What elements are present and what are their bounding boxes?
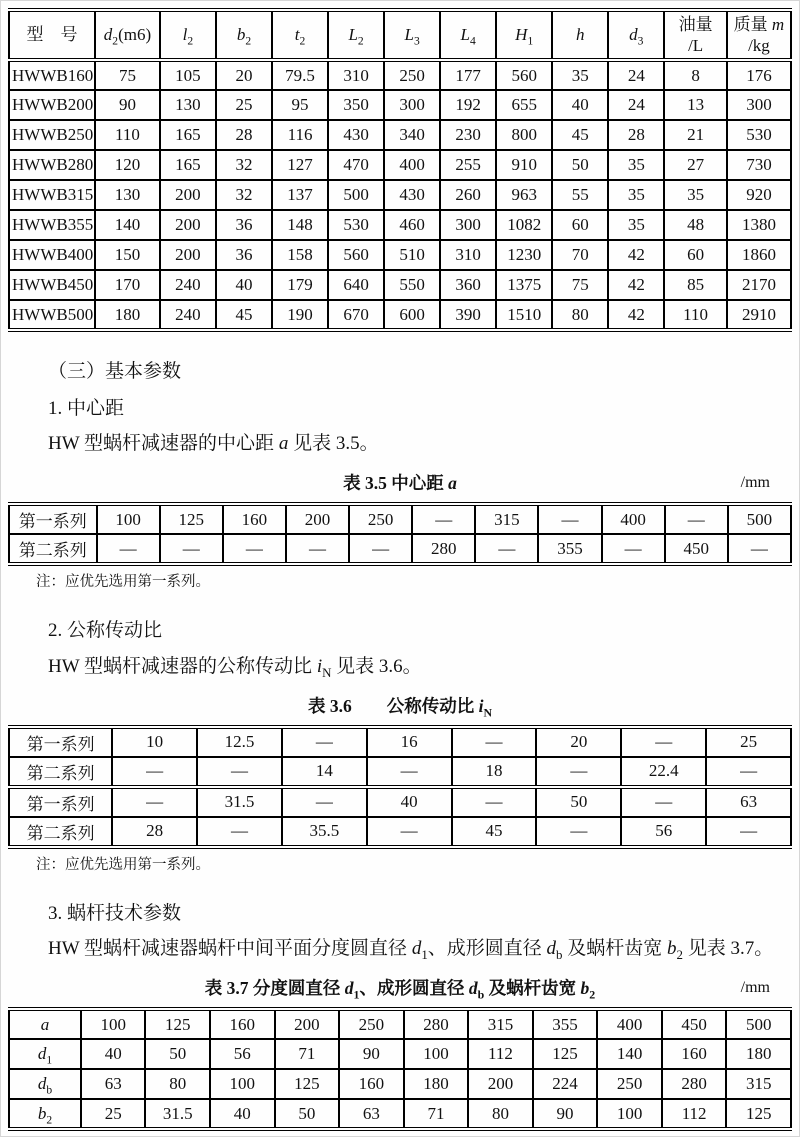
table-cell: 400	[602, 504, 665, 534]
table-cell: —	[452, 727, 537, 757]
table-3-7-unit: /mm	[740, 979, 770, 997]
table-3-7	[8, 1007, 792, 1131]
table-cell: 560	[496, 60, 552, 90]
reducer-dimensions-table	[8, 8, 792, 332]
table-cell: 50	[145, 1039, 210, 1069]
row-label: HWWB450	[9, 270, 95, 300]
column-header: 质量 m /kg	[727, 10, 791, 60]
table-cell: 120	[95, 150, 160, 180]
table-cell: —	[160, 534, 223, 564]
table-cell: 177	[440, 60, 496, 90]
table-cell: 300	[384, 90, 440, 120]
table-cell: —	[728, 534, 791, 564]
table-cell: 300	[440, 210, 496, 240]
table-cell: 24	[608, 60, 664, 90]
table-cell: 260	[440, 180, 496, 210]
table-cell: 355	[538, 534, 601, 564]
table-cell: 165	[160, 120, 216, 150]
table-cell: 230	[440, 120, 496, 150]
row-label: 第二系列	[9, 757, 112, 787]
table-cell: 355	[533, 1009, 598, 1039]
table-cell: 240	[160, 270, 216, 300]
table-cell: 35	[608, 210, 664, 240]
table-cell: 75	[552, 270, 608, 300]
table-cell: 250	[597, 1069, 662, 1099]
table-cell: 110	[95, 120, 160, 150]
table-cell: 8	[664, 60, 727, 90]
table-cell: 40	[216, 270, 272, 300]
table-cell: 280	[404, 1009, 469, 1039]
table-cell: 140	[95, 210, 160, 240]
table-cell: —	[197, 817, 282, 847]
table-cell: 165	[160, 150, 216, 180]
table-cell: 240	[160, 300, 216, 330]
table-cell: 42	[608, 240, 664, 270]
table-cell: 300	[727, 90, 791, 120]
table-cell: 28	[216, 120, 272, 150]
table-cell: 100	[597, 1099, 662, 1129]
table-cell: 200	[468, 1069, 533, 1099]
table-cell: 670	[328, 300, 384, 330]
table-cell: 24	[608, 90, 664, 120]
table-cell: 35.5	[282, 817, 367, 847]
table-cell: 100	[404, 1039, 469, 1069]
table-row	[9, 787, 791, 817]
column-header: $d_2(m6)$	[95, 10, 160, 60]
table-cell: 50	[536, 787, 621, 817]
table-cell: 45	[552, 120, 608, 150]
table-cell: 71	[275, 1039, 340, 1069]
table-cell: —	[475, 534, 538, 564]
table-cell: 1860	[727, 240, 791, 270]
table-cell: 110	[664, 300, 727, 330]
table-cell: 13	[664, 90, 727, 120]
table-cell: —	[197, 757, 282, 787]
table-cell: 35	[608, 180, 664, 210]
table-cell: 40	[210, 1099, 275, 1129]
table-cell: —	[602, 534, 665, 564]
table-cell: —	[536, 817, 621, 847]
table-cell: 42	[608, 300, 664, 330]
header-row	[9, 10, 791, 60]
table-cell: 148	[272, 210, 328, 240]
table-cell: —	[621, 727, 706, 757]
table-row	[9, 1069, 791, 1099]
table-row	[9, 90, 791, 120]
table-cell: —	[412, 504, 475, 534]
table-cell: 910	[496, 150, 552, 180]
table-3-5-caption	[8, 470, 792, 496]
table-cell: 36	[216, 240, 272, 270]
table-cell: 200	[286, 504, 349, 534]
table-cell: 1230	[496, 240, 552, 270]
table-cell: 48	[664, 210, 727, 240]
table-cell: —	[538, 504, 601, 534]
table-cell: 430	[328, 120, 384, 150]
row-label: HWWB200	[9, 90, 95, 120]
table-row	[9, 240, 791, 270]
table-row	[9, 60, 791, 90]
table-cell: 310	[328, 60, 384, 90]
table-cell: 25	[81, 1099, 146, 1129]
table-cell: 160	[223, 504, 286, 534]
column-header: $t_2$	[272, 10, 328, 60]
table-cell: 140	[597, 1039, 662, 1069]
table-cell: 28	[608, 120, 664, 150]
table-3-5-note: 注：应优先选用第一系列。	[36, 574, 210, 591]
table-cell: —	[282, 787, 367, 817]
table-cell: —	[452, 787, 537, 817]
table-cell: 250	[339, 1009, 404, 1039]
table-cell: 40	[367, 787, 452, 817]
row-label: a	[9, 1009, 81, 1039]
table-3-5	[8, 502, 792, 566]
table-cell: 280	[412, 534, 475, 564]
table-cell: 510	[384, 240, 440, 270]
table-cell: 310	[440, 240, 496, 270]
table-cell: 1082	[496, 210, 552, 240]
row-label: HWWB280	[9, 150, 95, 180]
table-cell: 160	[662, 1039, 727, 1069]
table-cell: 16	[367, 727, 452, 757]
column-header: $L_2$	[328, 10, 384, 60]
table-cell: 200	[160, 180, 216, 210]
column-header: $L_4$	[440, 10, 496, 60]
table-3-6-caption	[8, 693, 792, 719]
table-cell: 180	[95, 300, 160, 330]
table-cell: 550	[384, 270, 440, 300]
table-3-6-title: 表 3.6 公称传动比 $i_N$	[307, 695, 493, 720]
table-cell: 95	[272, 90, 328, 120]
table-cell: —	[706, 817, 791, 847]
table-cell: 920	[727, 180, 791, 210]
table-row	[9, 120, 791, 150]
table-cell: 12.5	[197, 727, 282, 757]
table-cell: 60	[552, 210, 608, 240]
table-cell: 137	[272, 180, 328, 210]
table-cell: 28	[112, 817, 197, 847]
table-cell: 63	[81, 1069, 146, 1099]
table-cell: —	[112, 787, 197, 817]
table-cell: 730	[727, 150, 791, 180]
table-cell: 500	[726, 1009, 791, 1039]
paragraph-center-distance: HW 型蜗杆减速器的中心距 a 见表 3.5。	[48, 433, 379, 455]
table-cell: 40	[81, 1039, 146, 1069]
table-cell: 100	[81, 1009, 146, 1039]
table-row	[9, 1009, 791, 1039]
paragraph-worm-parameters: HW 型蜗杆减速器蜗杆中间平面分度圆直径 $d_1$、成形圆直径 $d_b$ 及蜗杆齿宽 $b_2$ 见表 3.7。	[48, 938, 774, 962]
table-cell: 450	[662, 1009, 727, 1039]
table-row	[9, 150, 791, 180]
table-cell: 224	[533, 1069, 598, 1099]
table-cell: 500	[328, 180, 384, 210]
subsection-2-heading: 2. 公称传动比	[48, 620, 163, 642]
table-row	[9, 300, 791, 330]
table-cell: 2910	[727, 300, 791, 330]
row-label: 第一系列	[9, 787, 112, 817]
row-label: HWWB160	[9, 60, 95, 90]
table-cell: 400	[597, 1009, 662, 1039]
table-cell: —	[706, 757, 791, 787]
table-cell: 60	[664, 240, 727, 270]
table-cell: 20	[536, 727, 621, 757]
table-cell: 160	[339, 1069, 404, 1099]
column-header: $b_2$	[216, 10, 272, 60]
table-cell: 63	[339, 1099, 404, 1129]
table-cell: 25	[216, 90, 272, 120]
row-label: 第一系列	[9, 727, 112, 757]
table-cell: 315	[475, 504, 538, 534]
table-cell: 14	[282, 757, 367, 787]
row-label: 第二系列	[9, 534, 97, 564]
table-cell: 160	[210, 1009, 275, 1039]
paragraph-transmission-ratio: HW 型蜗杆减速器的公称传动比 $i_N$ 见表 3.6。	[48, 655, 422, 680]
table-cell: 1380	[727, 210, 791, 240]
table-cell: 315	[468, 1009, 533, 1039]
table-cell: 450	[665, 534, 728, 564]
table-cell: 315	[726, 1069, 791, 1099]
table-cell: 460	[384, 210, 440, 240]
table-cell: 255	[440, 150, 496, 180]
table-cell: 32	[216, 180, 272, 210]
row-label: HWWB355	[9, 210, 95, 240]
table-cell: 40	[552, 90, 608, 120]
table-cell: 600	[384, 300, 440, 330]
table-cell: —	[97, 534, 160, 564]
table-cell: 31.5	[197, 787, 282, 817]
table-cell: —	[223, 534, 286, 564]
table-cell: 45	[216, 300, 272, 330]
table-cell: 200	[160, 210, 216, 240]
table-cell: 85	[664, 270, 727, 300]
table-row	[9, 504, 791, 534]
table-row	[9, 1099, 791, 1129]
table-cell: 125	[145, 1009, 210, 1039]
column-header: h	[552, 10, 608, 60]
table-cell: 79.5	[272, 60, 328, 90]
table-cell: 100	[210, 1069, 275, 1099]
row-label: 第二系列	[9, 817, 112, 847]
table-cell: 963	[496, 180, 552, 210]
table-3-6-wrap	[8, 725, 792, 849]
table-cell: 250	[384, 60, 440, 90]
table-cell: 90	[95, 90, 160, 120]
table-cell: 112	[468, 1039, 533, 1069]
table-cell: —	[286, 534, 349, 564]
table-cell: —	[665, 504, 728, 534]
table-cell: 176	[727, 60, 791, 90]
table-row	[9, 180, 791, 210]
table-cell: 158	[272, 240, 328, 270]
table-cell: 56	[210, 1039, 275, 1069]
table-cell: 35	[608, 150, 664, 180]
table-cell: 655	[496, 90, 552, 120]
column-header: 型 号	[9, 10, 95, 60]
table-cell: 35	[664, 180, 727, 210]
table-3-5-unit: /mm	[740, 474, 770, 492]
table-cell: 170	[95, 270, 160, 300]
table-cell: 200	[275, 1009, 340, 1039]
table-cell: 150	[95, 240, 160, 270]
table-cell: 1510	[496, 300, 552, 330]
table-cell: 10	[112, 727, 197, 757]
table-cell: 21	[664, 120, 727, 150]
table-cell: 470	[328, 150, 384, 180]
table-cell: 530	[328, 210, 384, 240]
table-cell: —	[282, 727, 367, 757]
table-cell: 100	[97, 504, 160, 534]
table-row	[9, 210, 791, 240]
table-cell: 125	[160, 504, 223, 534]
table-cell: 18	[452, 757, 537, 787]
row-label: HWWB315	[9, 180, 95, 210]
column-header: $L_3$	[384, 10, 440, 60]
table-cell: 800	[496, 120, 552, 150]
table-cell: 27	[664, 150, 727, 180]
table-3-7-caption	[8, 975, 792, 1001]
row-label: HWWB250	[9, 120, 95, 150]
table-cell: 340	[384, 120, 440, 150]
table-cell: —	[112, 757, 197, 787]
table-cell: —	[367, 817, 452, 847]
table-row	[9, 1039, 791, 1069]
table-cell: 56	[621, 817, 706, 847]
table-cell: 360	[440, 270, 496, 300]
table-row	[9, 270, 791, 300]
table-cell: —	[621, 787, 706, 817]
table-cell: 55	[552, 180, 608, 210]
table-cell: 22.4	[621, 757, 706, 787]
table-cell: 560	[328, 240, 384, 270]
table-cell: 36	[216, 210, 272, 240]
table-3-6-note: 注：应优先选用第一系列。	[36, 856, 210, 873]
table-3-5-wrap	[8, 502, 792, 566]
column-header: $d_3$	[608, 10, 664, 60]
table-cell: 105	[160, 60, 216, 90]
table-3-5-title: 表 3.5 中心距 a	[343, 473, 457, 494]
table-cell: 116	[272, 120, 328, 150]
table-cell: 180	[404, 1069, 469, 1099]
table-3-6	[8, 725, 792, 849]
subsection-3-heading: 3. 蜗杆技术参数	[48, 902, 182, 924]
table-cell: 130	[95, 180, 160, 210]
table-cell: 90	[533, 1099, 598, 1129]
table-cell: 125	[275, 1069, 340, 1099]
table-cell: 45	[452, 817, 537, 847]
table-cell: 400	[384, 150, 440, 180]
table-cell: 640	[328, 270, 384, 300]
table-cell: 71	[404, 1099, 469, 1129]
table-cell: 250	[349, 504, 412, 534]
table-cell: 80	[552, 300, 608, 330]
table-cell: 112	[662, 1099, 727, 1129]
table-cell: 32	[216, 150, 272, 180]
table-cell: 80	[468, 1099, 533, 1129]
table-3-7-wrap	[8, 1007, 792, 1131]
table-cell: 390	[440, 300, 496, 330]
table-cell: 42	[608, 270, 664, 300]
table-row	[9, 757, 791, 787]
table-cell: —	[349, 534, 412, 564]
table-row	[9, 817, 791, 847]
table-cell: 500	[728, 504, 791, 534]
table-cell: 1375	[496, 270, 552, 300]
section-heading: （三）基本参数	[48, 361, 182, 382]
table-cell: 190	[272, 300, 328, 330]
table-3-7-title: 表 3.7 分度圆直径 $d_1$、成形圆直径 $d_b$ 及蜗杆齿宽 $b_2$	[204, 978, 596, 1002]
table-row	[9, 534, 791, 564]
subsection-1-heading: 1. 中心距	[48, 397, 125, 419]
table-cell: 430	[384, 180, 440, 210]
table-cell: 280	[662, 1069, 727, 1099]
row-label: $d_b$	[9, 1069, 81, 1099]
table-cell: 75	[95, 60, 160, 90]
row-label: $d_1$	[9, 1039, 81, 1069]
table-cell: —	[536, 757, 621, 787]
table-cell: 2170	[727, 270, 791, 300]
table-cell: 125	[533, 1039, 598, 1069]
table-row	[9, 727, 791, 757]
table-cell: 180	[726, 1039, 791, 1069]
column-header: 油量 /L	[664, 10, 727, 60]
table-cell: 31.5	[145, 1099, 210, 1129]
table-cell: 25	[706, 727, 791, 757]
table-cell: 127	[272, 150, 328, 180]
table-cell: 50	[275, 1099, 340, 1129]
table-cell: 179	[272, 270, 328, 300]
table-cell: —	[367, 757, 452, 787]
table-cell: 20	[216, 60, 272, 90]
table-cell: 50	[552, 150, 608, 180]
table-cell: 130	[160, 90, 216, 120]
table-cell: 90	[339, 1039, 404, 1069]
table-cell: 35	[552, 60, 608, 90]
table-cell: 530	[727, 120, 791, 150]
row-label: $b_2$	[9, 1099, 81, 1129]
row-label: HWWB500	[9, 300, 95, 330]
table-cell: 125	[726, 1099, 791, 1129]
column-header: $H_1$	[496, 10, 552, 60]
row-label: 第一系列	[9, 504, 97, 534]
table-cell: 200	[160, 240, 216, 270]
table-cell: 80	[145, 1069, 210, 1099]
table-cell: 350	[328, 90, 384, 120]
table-cell: 192	[440, 90, 496, 120]
column-header: $l_2$	[160, 10, 216, 60]
row-label: HWWB400	[9, 240, 95, 270]
table-cell: 63	[706, 787, 791, 817]
table-cell: 70	[552, 240, 608, 270]
